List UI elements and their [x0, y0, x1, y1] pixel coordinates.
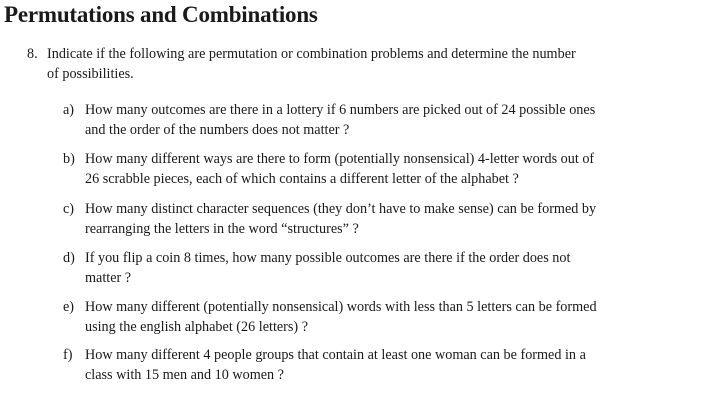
problem-statement: [27, 44, 707, 84]
question-a: [63, 101, 713, 140]
question-text-line-1: How many outcomes are there in a lottery if 6 numbers are picked out of 24 possible ones: [85, 102, 596, 118]
question-text-line-2: 26 scrabble pieces, each of which contains a different letter of the alphabet ?: [85, 170, 519, 187]
question-c: [63, 200, 713, 239]
question-text-line-1: How many different ways are there to form (potentially nonsensical) 4-letter words out of: [85, 151, 595, 167]
question-text-line-1: How many distinct character sequences (they don’t have to make sense) can be formed by: [85, 201, 597, 217]
question-d: [63, 249, 713, 288]
question-text-line-2: rearranging the letters in the word “structures” ?: [85, 220, 359, 237]
page-title: Permutations and Combinations: [4, 2, 318, 27]
question-text-line-2: matter ?: [85, 269, 132, 286]
question-text-line-1: How many different 4 people groups that contain at least one woman can be formed in a: [85, 347, 586, 363]
question-text-line-1: If you flip a coin 8 times, how many possible outcomes are there if the order does not: [85, 250, 571, 266]
problem-text-line-2: of possibilities.: [47, 66, 134, 82]
question-b: [63, 150, 713, 189]
question-text-line-1: How many different (potentially nonsensical) words with less than 5 letters can be formed: [85, 299, 597, 315]
question-text-line-2: class with 15 men and 10 women ?: [85, 366, 284, 383]
question-letter: d): [63, 250, 75, 266]
question-letter: b): [63, 151, 75, 167]
question-text-line-2: using the english alphabet (26 letters) ?: [85, 318, 308, 335]
question-e: [63, 298, 713, 337]
question-letter: e): [63, 299, 75, 315]
problem-number: 8.: [27, 46, 38, 62]
question-f: [63, 346, 713, 385]
problem-text-line-1: Indicate if the following are permutation or combination problems and determine the number: [47, 46, 576, 62]
question-letter: f): [63, 347, 73, 363]
question-letter: a): [63, 102, 75, 118]
question-text-line-2: and the order of the numbers does not matter ?: [85, 121, 350, 138]
question-letter: c): [63, 201, 75, 217]
